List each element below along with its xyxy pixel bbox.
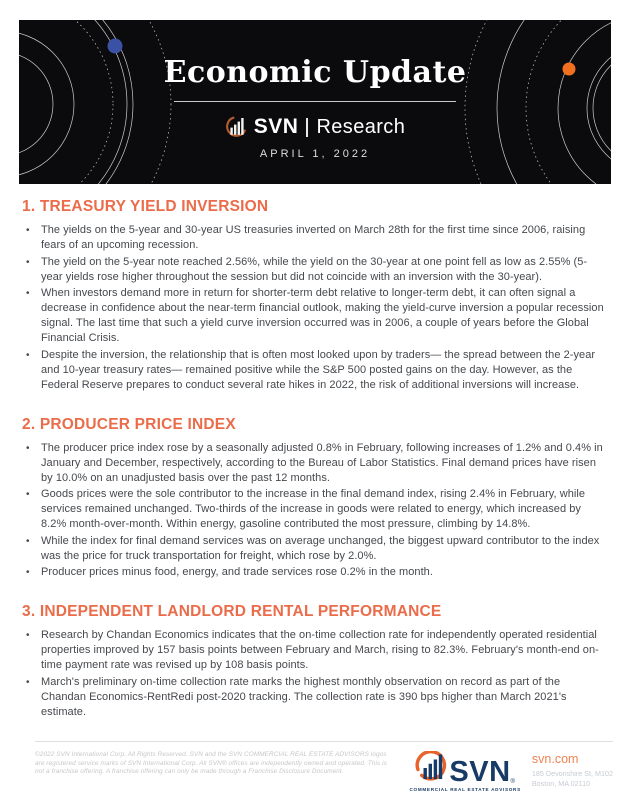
bullet-text: Goods prices were the sole contributor to the increase in the final demand index, rising 2.4% in February, while services remained unchanged. Two-thirds of the increase in goods were related to energy, which increased by 8.2% month-over-month. Within energy, gasoline contributed the most pressure, climbing by 14.8%. xyxy=(41,488,586,530)
bullet-marker: • xyxy=(26,535,30,547)
bullet-marker: • xyxy=(26,489,30,500)
bullet-marker: • xyxy=(26,676,30,688)
header-banner xyxy=(19,20,611,184)
brand-research-label: Research xyxy=(316,115,406,138)
bullet-marker: • xyxy=(26,256,30,268)
bullet-marker: • xyxy=(26,288,30,299)
brand-svn-label: SVN xyxy=(253,115,299,138)
bullet-marker: • xyxy=(26,349,30,361)
section-treasury-yield-inversion xyxy=(22,198,608,393)
bullet-marker: • xyxy=(26,225,30,236)
bullet-text: While the index for final demand services was on average unchanged, the biggest upward contributor to the index was the price for truck transportation for freight, which rose by 2.0%. xyxy=(41,534,600,562)
svn-footer-logo xyxy=(409,751,520,792)
list-item xyxy=(22,223,608,253)
page-title: Economic Update xyxy=(163,55,467,90)
bullet-marker: • xyxy=(26,567,30,578)
title-divider xyxy=(174,101,456,102)
website-link: svn.com xyxy=(531,752,579,766)
list-item xyxy=(22,441,608,486)
section-independent-landlord-rental-performance xyxy=(22,603,608,720)
bullet-text: March's preliminary on-time collection rate marks the highest monthly observation on record as part of the Chandan Economics-RentRedi post-2020 tracking. The collection rate is 390 bps higher than March 2021's estimate. xyxy=(41,675,567,718)
svn-research-logo xyxy=(19,115,611,139)
list-item xyxy=(22,628,608,673)
svn-barchart-icon xyxy=(225,115,249,139)
registered-mark: ® xyxy=(510,779,515,785)
list-item xyxy=(22,534,608,564)
bullet-text: Producer prices minus food, energy, and trade services rose 0.2% in the month. xyxy=(41,566,433,578)
section-heading: 3. INDEPENDENT LANDLORD RENTAL PERFORMANCE xyxy=(22,603,442,620)
list-item xyxy=(22,487,608,532)
bullet-text: The yield on the 5-year note reached 2.56%, while the yield on the 30-year at one point fell as low as 2.55% (5-year yields rose higher throughout the session but did not coincide with an inversion with the 30-year). xyxy=(41,255,588,283)
bullet-text: The producer price index rose by a seasonally adjusted 0.8% in February, following increases of 1.2% and 0.4% in January and December, respectively, according to the Bureau of Labor Statistics. Final demand prices have risen by 10.0% on an unadjusted basis over the past 12 months. xyxy=(41,441,603,484)
report-body xyxy=(0,184,630,720)
list-item xyxy=(22,255,608,285)
section-producer-price-index xyxy=(22,416,608,581)
bullet-text: Despite the inversion, the relationship that is often most looked upon by traders— the spread between the 2-year and 10-year treasury rates— remained positive while the S&P 500 posted gains on the day. However, as the Federal Reserve prepares to conduct several rate hikes in 2022, the risk of additional inversions will increase. xyxy=(41,348,596,391)
svn-barchart-icon xyxy=(415,751,449,785)
page-footer xyxy=(35,741,613,792)
section-heading: 1. TREASURY YIELD INVERSION xyxy=(22,198,269,215)
list-item xyxy=(22,675,608,720)
footer-contact-block xyxy=(532,751,613,788)
bullet-marker: • xyxy=(26,630,30,641)
list-item xyxy=(22,565,608,580)
legal-disclaimer: ©2022 SVN International Corp. All Rights Reserved. SVN and the SVN COMMERCIAL REAL ESTATE ADVISORS logos are registered service marks of SVN International Corp. All SVN® offices are independently owned and operated. This is not a franchise offering. A franchise offering can only be made through a Franchise Disclosure Document. xyxy=(35,751,387,776)
bullet-text: When investors demand more in return for shorter-term debt relative to longer-term debt, it can often signal a decrease in confidence about the near-term financial outlook, making the yield-curve inversion a popular recession signal. The last time that such a yield curve inversion occurred was in 2006, a couple of years before the Global Financial Crisis. xyxy=(41,287,604,344)
footer-svn-label: SVN xyxy=(449,756,511,788)
list-item xyxy=(22,348,608,393)
report-date: APRIL 1, 2022 xyxy=(259,148,371,160)
address-line-2: Boston, MA 02110 xyxy=(531,778,591,788)
brand-separator xyxy=(306,118,308,137)
bullet-text: Research by Chandan Economics indicates that the on-time collection rate for independently operated residential properties improved by 157 basis points between February and March, rising to 82.3%. February's month-end on-time payment rate was revised up by 108 basis points. xyxy=(41,629,599,671)
list-item xyxy=(22,286,608,346)
bullet-text: The yields on the 5-year and 30-year US treasuries inverted on March 28th for the first time since 2006, raising fears of an upcoming recession. xyxy=(41,224,586,251)
footer-logo-tagline: COMMERCIAL REAL ESTATE ADVISORS xyxy=(409,787,521,792)
address-line-1: 185 Devonshire St, M102 xyxy=(531,769,613,778)
section-heading: 2. PRODUCER PRICE INDEX xyxy=(22,415,236,433)
bullet-marker: • xyxy=(26,442,30,454)
